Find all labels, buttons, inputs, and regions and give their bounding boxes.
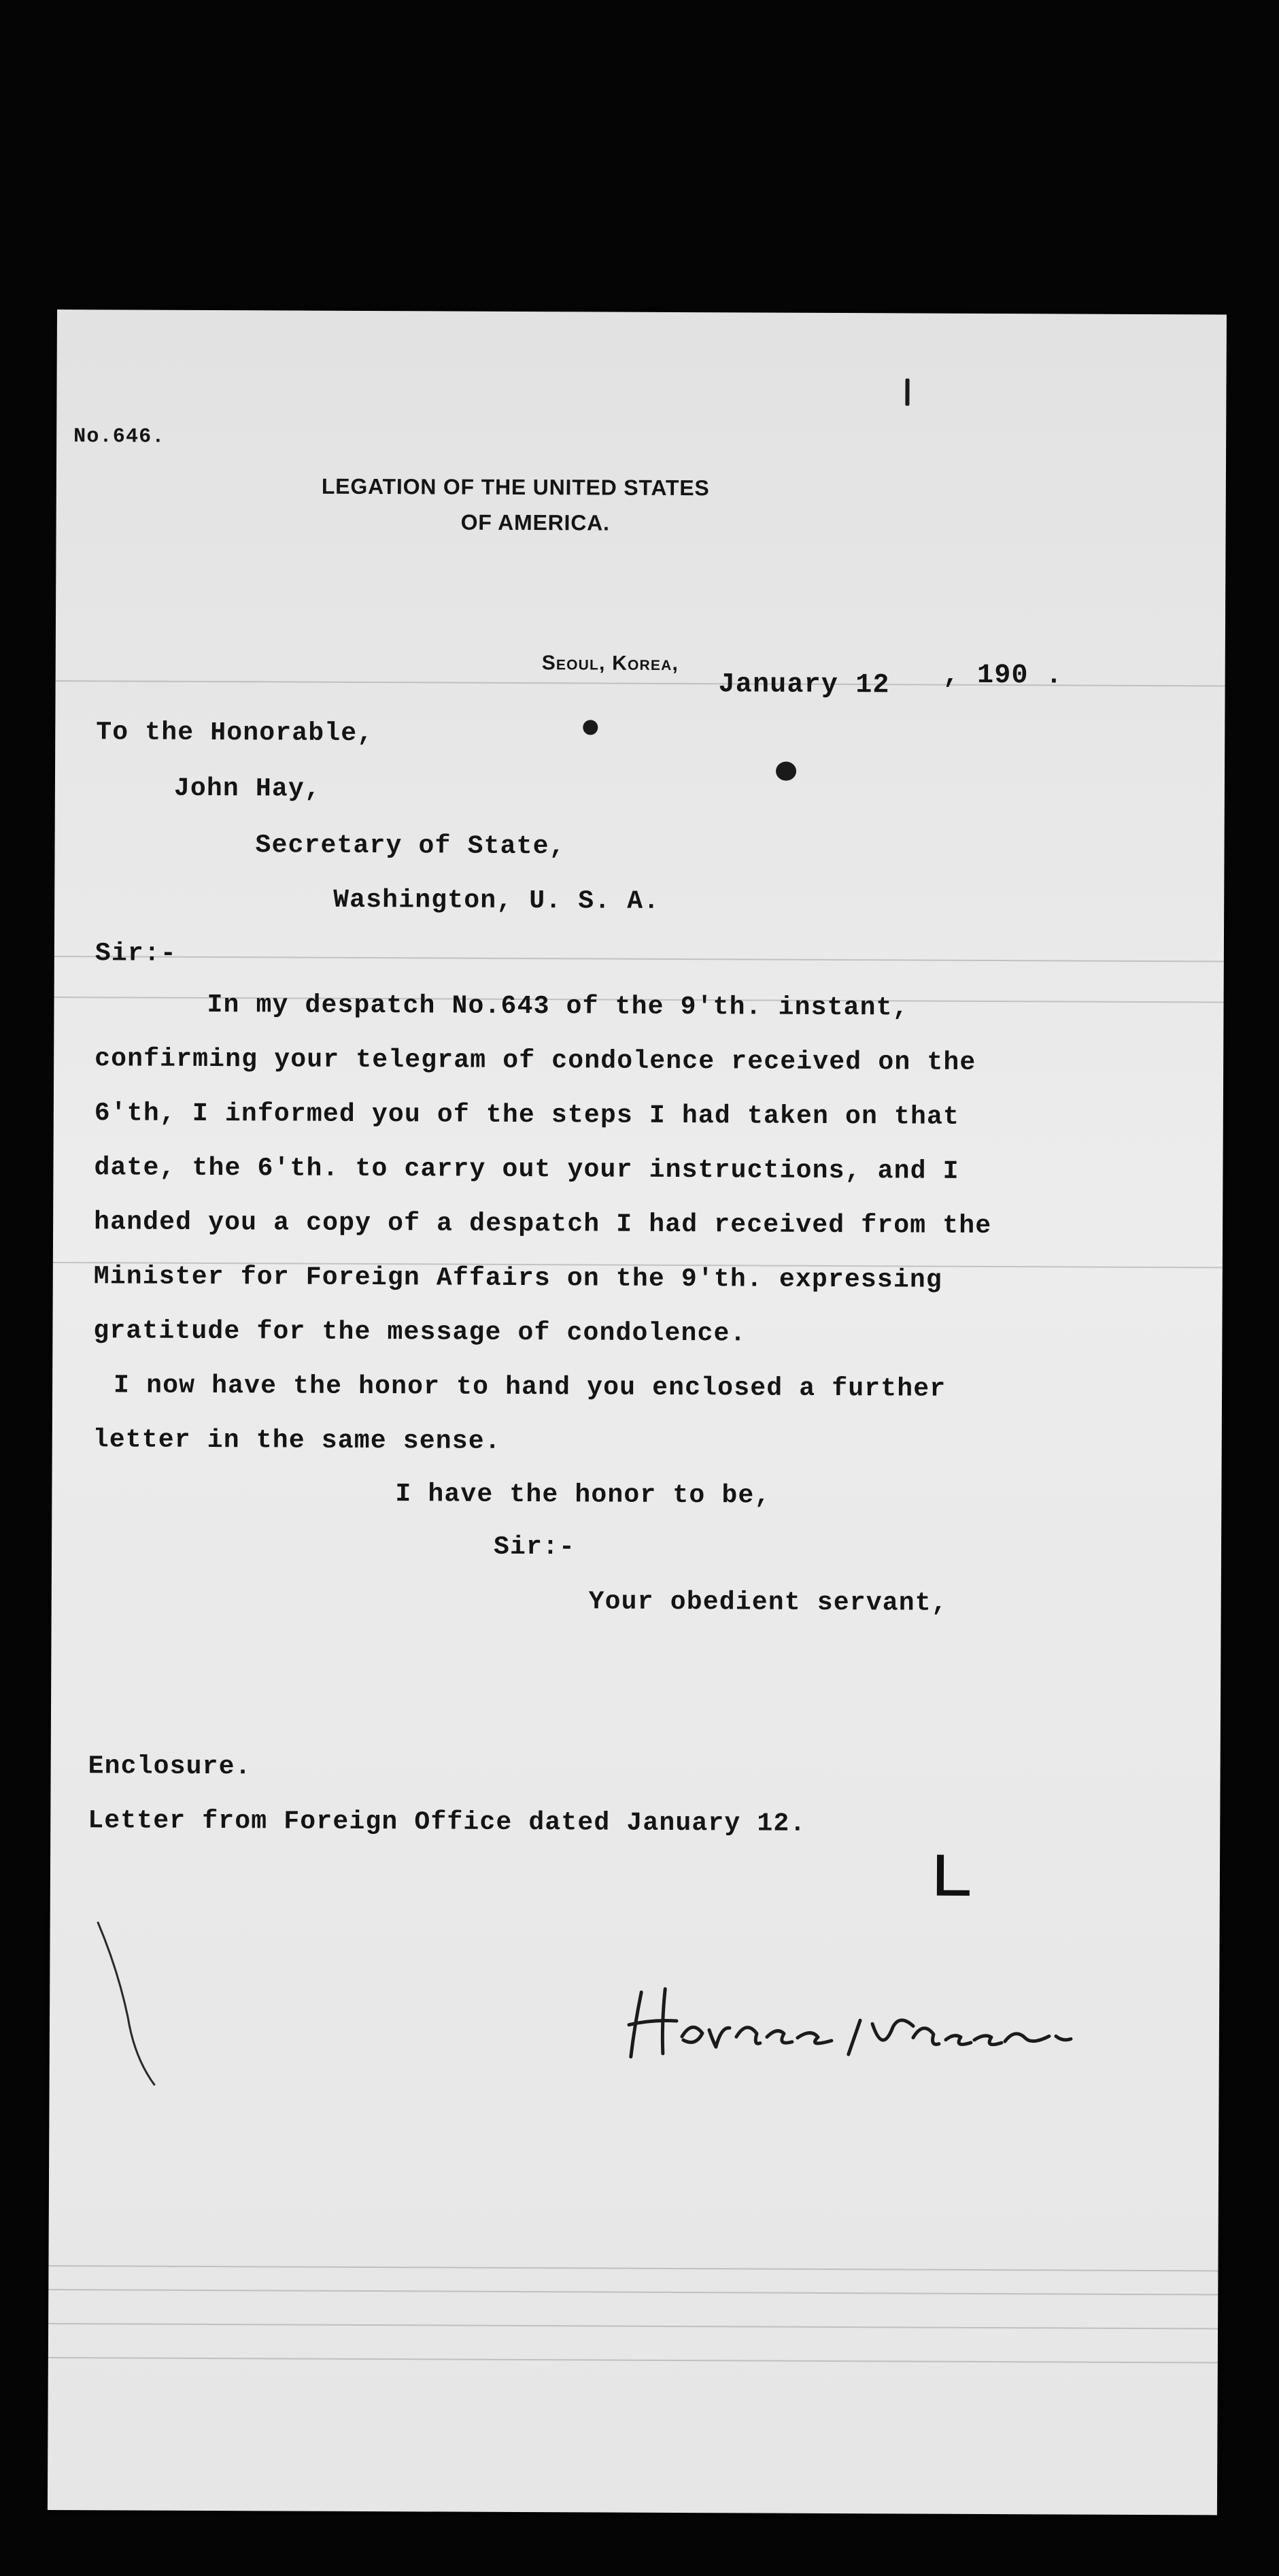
body-line: letter in the same sense. — [92, 1425, 501, 1456]
body-line: gratitude for the message of condolence. — [93, 1316, 747, 1349]
letterhead-line-1: LEGATION OF THE UNITED STATES — [321, 473, 710, 501]
signature — [614, 1972, 1227, 2070]
closing-line-2: Sir:- — [493, 1532, 576, 1562]
body-line: In my despatch No.643 of the 9'th. instant, — [207, 990, 909, 1023]
ruled-line — [48, 2357, 1218, 2364]
address-line-1: To the Honorable, — [96, 718, 374, 749]
despatch-number: No.646. — [73, 425, 165, 449]
closing-line-3: Your obedient servant, — [588, 1587, 948, 1618]
salutation: Sir:- — [95, 939, 177, 969]
ink-spot — [776, 762, 796, 781]
address-line-2: John Hay, — [173, 773, 322, 804]
year: , 190 . — [942, 660, 1063, 692]
enclosure-text: Letter from Foreign Office dated January 12. — [88, 1806, 806, 1839]
pen-scratch — [90, 1915, 172, 2106]
closing-line-1: I have the honor to be, — [395, 1479, 771, 1511]
ruled-line — [48, 2265, 1218, 2272]
address-line-4: Washington, U. S. A. — [333, 885, 660, 916]
letter-page — [48, 310, 1227, 2515]
address-line-3: Secretary of State, — [255, 831, 566, 862]
ruled-line — [48, 2289, 1218, 2296]
enclosure-label: Enclosure. — [88, 1752, 252, 1782]
body-line: handed you a copy of a despatch I had received from the — [94, 1207, 992, 1241]
ink-spot — [583, 720, 598, 735]
letterhead-line-2: OF AMERICA. — [460, 509, 610, 535]
body-line: confirming your telegram of condolence received on the — [95, 1044, 976, 1077]
place-line: Seoul, Korea, — [541, 652, 679, 675]
ink-mark — [905, 378, 909, 405]
ruled-line — [54, 956, 1224, 963]
date: January 12 — [718, 669, 890, 701]
ruled-line — [48, 2323, 1218, 2330]
body-line: date, the 6'th. to carry out your instructions, and I — [94, 1153, 959, 1186]
body-line: I now have the honor to hand you enclosed a further — [114, 1371, 947, 1404]
corner-check-mark — [927, 1851, 982, 1912]
body-line: 6'th, I informed you of the steps I had taken on that — [94, 1099, 960, 1132]
body-line: Minister for Foreign Affairs on the 9'th. expressing — [93, 1262, 943, 1295]
